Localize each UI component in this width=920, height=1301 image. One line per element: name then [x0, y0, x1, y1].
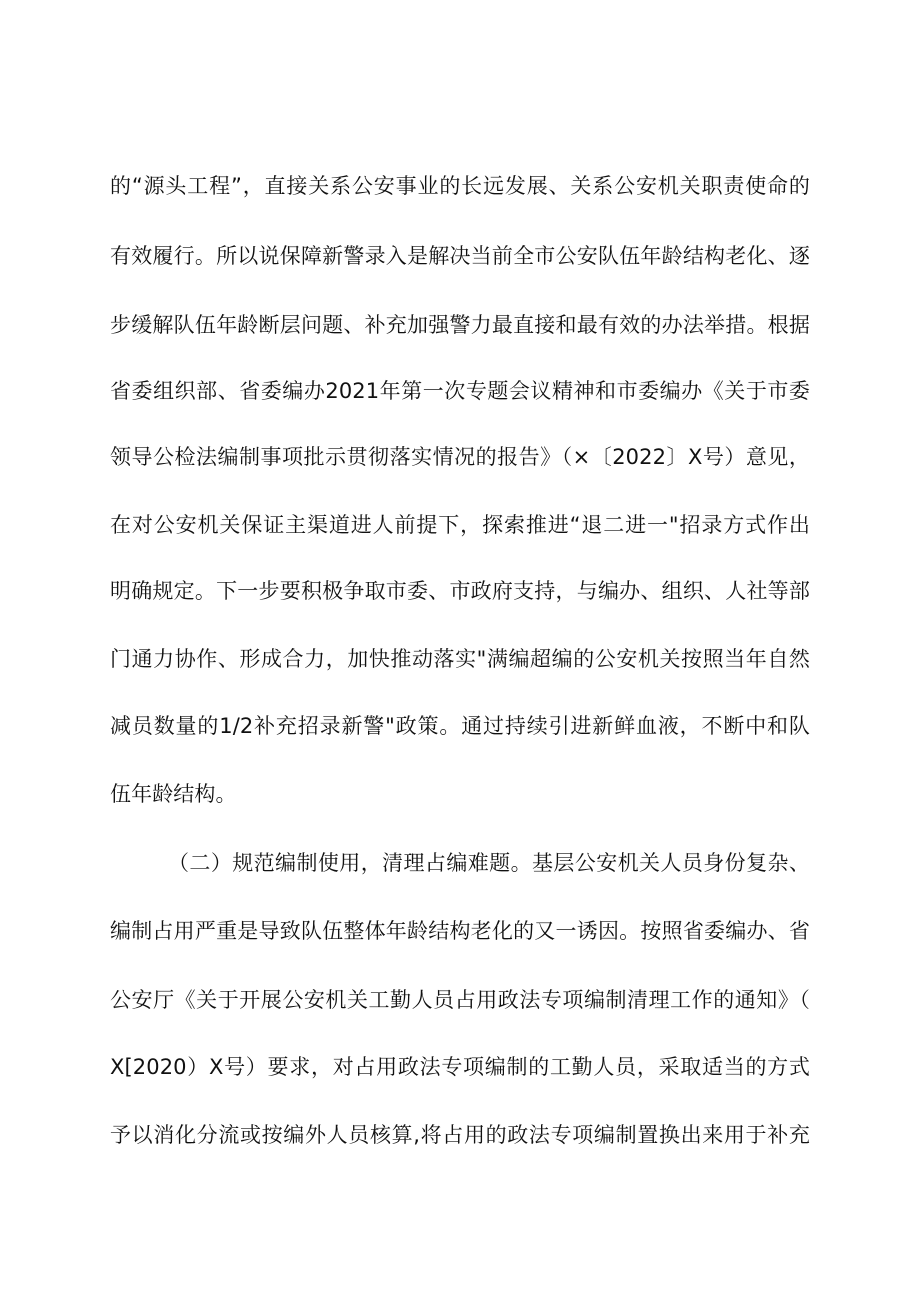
paragraph-line: 有效履行。所以说保障新警录入是解决当前全市公安队伍年龄结构老化、逐: [110, 244, 810, 268]
paragraph-line: X[2020）X号）要求，对占用政法专项编制的工勤人员，采取适当的方式: [110, 1055, 810, 1079]
section-heading-line: （二）规范编制使用，清理占编难题。基层公安机关人员身份复杂、: [168, 851, 810, 875]
paragraph-line: 省委组织部、省委编办2021年第一次专题会议精神和市委编办《关于市委: [110, 379, 810, 403]
paragraph-line: 在对公安机关保证主渠道进人前提下，探索推进“退二进一"招录方式作出: [110, 513, 810, 537]
paragraph-line: 的“源头工程”，直接关系公安事业的长远发展、关系公安机关职责使命的: [110, 174, 810, 198]
paragraph-line: 予以消化分流或按编外人员核算,将占用的政法专项编制置换出来用于补充: [110, 1123, 810, 1147]
paragraph-line: 明确规定。下一步要积极争取市委、市政府支持，与编办、组织、人社等部: [110, 579, 810, 603]
paragraph-line: 减员数量的1/2补充招录新警"政策。通过持续引进新鲜血液，不断中和队: [110, 714, 810, 738]
paragraph-line: 步缓解队伍年龄断层问题、补充加强警力最直接和最有效的办法举措。根据: [110, 313, 810, 337]
paragraph-line: 公安厅《关于开展公安机关工勤人员占用政法专项编制清理工作的通知》（: [110, 988, 810, 1012]
paragraph-line: 门通力协作、形成合力，加快推动落实"满编超编的公安机关按照当年自然: [110, 647, 810, 671]
paragraph-line: 编制占用严重是导致队伍整体年龄结构老化的又一诱因。按照省委编办、省: [110, 919, 810, 943]
paragraph-last-line: 伍年龄结构。: [110, 782, 237, 806]
paragraph-line: 领导公检法编制事项批示贯彻落实情况的报告》（×〔2022〕X号）意见，: [110, 445, 810, 469]
